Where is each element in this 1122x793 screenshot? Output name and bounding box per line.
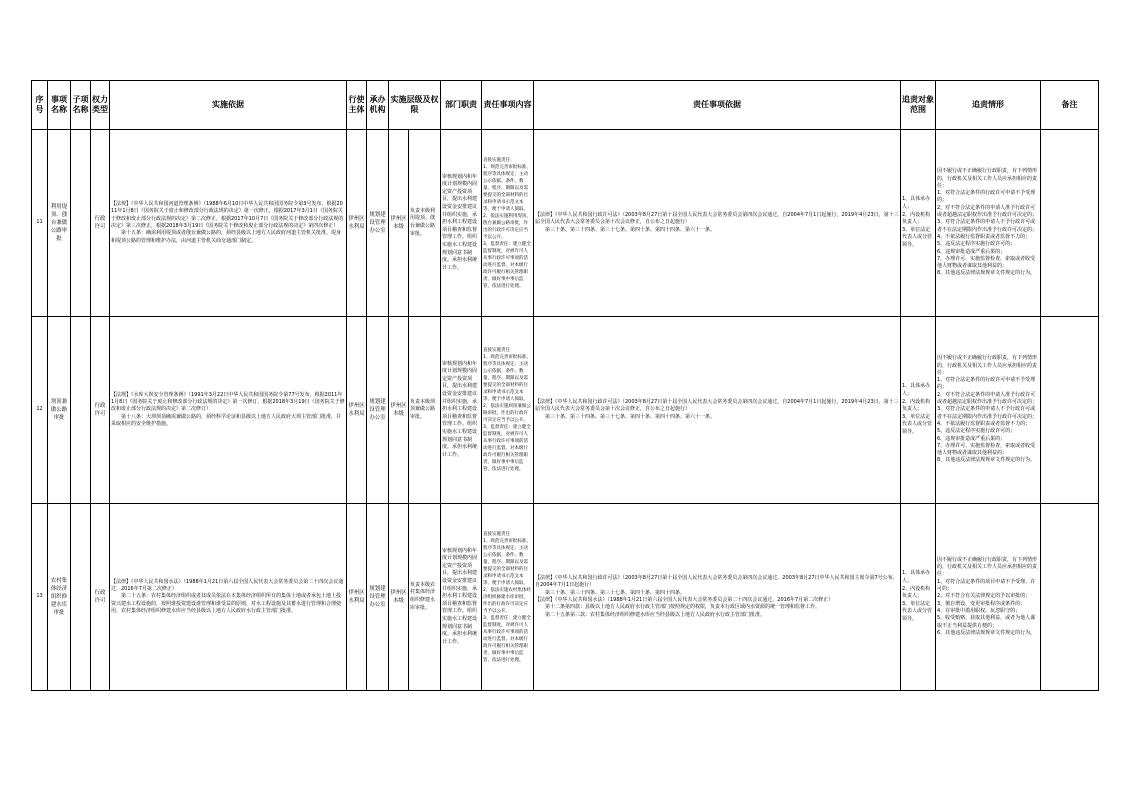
cell-name: 农村集体经济组织修建水库审批 <box>48 504 71 691</box>
cell-level-duty: 负责本级利用堤顶、戗台兼做公路审批。 <box>409 130 441 317</box>
cell-note <box>1041 130 1099 317</box>
cell-org: 规划建设管理办公室 <box>367 504 389 691</box>
header-level: 实施层级及权限 <box>389 81 441 130</box>
cell-circ: 因不履行或不正确履行行政职责，有下列情形的，行政机关及相关工作人员应承担相应的责任： 1、对符合法定条件的行政许可申请不予受理的； 2、对不符合法定条件的申请人准予行政许可或者超越法定职权作出准予行政许可决定的； 3、对符合法定条件的申请人不予行政许可或者不在法定期限内作出准予行政许可决定的； 4、不依法履行监督职责或者监督不力的； 5、违反法定程序实施行政许可的； 6、违规审批造成严重后果的； 7、办理许可、实施监督检查，索取或者收受他人财物或者谋取其他利益的； 8、其他违反法律法规规章文件规定的行为。 <box>936 317 1041 504</box>
header-resp-basis: 责任事项依据 <box>534 81 901 130</box>
cell-level-duty: 负责本级农村集体经济组织修建水库审批。 <box>409 504 441 691</box>
cell-type: 行政许可 <box>91 504 110 691</box>
cell-scope: 1、具体承办人； 2、内设机构负责人； 3、单位法定代表人或分管领导。 <box>901 317 936 504</box>
cell-resp-basis: 【法律】《中华人民共和国行政许可法》（2003年8月27日第十届全国人民代表大会常务委员会第四次会议通过，2003年8月27日中华人民共和国主席令第7号公布，自2004年7月1日起施行） 第三十条、第三十四条、第三十七条、第四十条、第四十四条。 【法律】《中华人民共和国水法》（1988年1月21日第六届全国人民代表大会常务委员会第二十四次会议通过，2016年7月第二次修正） 第十二条第四款：县级以上地方人民政府水行政主管部门按照规定的权限，负责本行政区域内水资源的统一管理和监督工作。 第二十五条第三款：农村集体经济组织修建水库应当经县级以上地方人民政府水行政主管部门批准。 <box>534 504 901 691</box>
cell-content: 直接实施责任： 1、规范完善审批标准、程序等具体规定；主动公示依据、条件、数量、程序、期限以及需要提交的全部材料的目录和申请书示范文本等，便于申请人阅取。 2、依法实施农村集体经济组织修建水库审批，作出的行政许可决定应当予以公开。 3、监督责任：建立健全监督制度，对被许可人从事行政许可事项的活动进行监督。对本级行政许可履行相关管理职责，做好事中事后监管，依法进行处理。 <box>482 504 534 691</box>
header-scope: 追责对象范围 <box>901 81 936 130</box>
cell-scope: 1、具体承办人； 2、内设机构负责人； 3、单位法定代表人或分管领导。 <box>901 504 936 691</box>
cell-basis: 【法规】《中华人民共和国河道管理条例》（1988年6月10日中华人民共和国国务院令第3号发布，根据2011年1月8日《国务院关于废止和修改部分行政法规的决定》第一次修正，根据2017年3月1日《国务院关于修改和废止部分行政法规的决定》第二次修正，根据2017年10月7日《国务院关于修改部分行政法规的决定》第三次修正，根据2018年3月19日《国务院关于修改和废止部分行政法规的决定》第四次修正） 第十五条：确需利用堤顶或者戗台兼做公路的，须经县级以上地方人民政府河道主管机关批准。堤身和堤顶公路的管理和维护办法，由河道主管机关商交通部门制定。 <box>110 130 347 317</box>
cell-name: 利用堤顶、戗台兼做公路审批 <box>48 130 71 317</box>
table-row <box>32 130 1099 317</box>
cell-content: 直接实施责任： 1、规范完善审批标准、程序等具体规定；主动公示依据、条件、数量、程序、期限以及需要提交的全部材料的目录和申请书示范文本等，便于申请人阅取。 2、依法实施利用堤顶、戗台兼做公路审批，作出的行政许可决定应当予以公开。 3、监督责任：建立健全监督制度，对被许可人从事行政许可事项的活动进行监督。对本级行政许可履行相关管理职责，做好事中事后监管，依法进行处理。 <box>482 130 534 317</box>
cell-subject: 伊州区水利局 <box>347 317 367 504</box>
cell-content: 直接实施责任： 1、规范完善审批标准、程序等具体规定；主动公示依据、条件、数量、程序、期限以及需要提交的全部材料的目录和申请书示范文本等，便于申请人阅取。 2、依法实施坝顶兼做公路审批，作出的行政许可决定应当予以公开。 3、监督责任：建立健全监督制度，对被许可人从事行政许可事项的活动进行监督。对本级行政许可履行相关管理职责，做好事中事后监管，依法进行处理。 <box>482 317 534 504</box>
header-name: 事项名称 <box>48 81 71 130</box>
table-row <box>32 504 1099 691</box>
cell-seq: 13 <box>32 504 48 691</box>
cell-seq: 11 <box>32 130 48 317</box>
cell-name: 坝顶兼做公路审批 <box>48 317 71 504</box>
header-basis: 实施依据 <box>110 81 347 130</box>
table-row <box>32 317 1099 504</box>
cell-scope: 1、具体承办人； 2、内设机构负责人； 3、单位法定代表人或分管领导。 <box>901 130 936 317</box>
cell-type: 行政许可 <box>91 317 110 504</box>
cell-subject: 伊州区水利局 <box>347 130 367 317</box>
cell-sub <box>71 130 91 317</box>
cell-type: 行政许可 <box>91 130 110 317</box>
header-duty: 部门职责 <box>441 81 482 130</box>
cell-duty: 审核规划内和年度计划规模内固定资产投资项目，提出水利建设资金安排建议并组织实施，承担水利工程建设项目稽查和监督管理工作。组织实施水工程建设规划同意书制度。承担水利统计工作。 <box>441 504 482 691</box>
header-type: 权力类型 <box>91 81 110 130</box>
header-org: 承办机构 <box>367 81 389 130</box>
cell-sub <box>71 504 91 691</box>
header-circ: 追责情形 <box>936 81 1041 130</box>
header-content: 责任事项内容 <box>482 81 534 130</box>
cell-org: 规划建设管理办公室 <box>367 317 389 504</box>
cell-circ: 因不履行或不正确履行行政职责，有下列情形的，行政机关及相关工作人员应承担相应的责任： 1、对符合法定条件的行政许可申请不予受理的； 2、对不符合法定条件的申请人准予行政许可或者超越法定职权作出准予行政许可决定的； 3、对符合法定条件的申请人不予行政许可或者不在法定期限内作出准予行政许可决定的； 4、不依法履行监督职责或者监督不力的； 5、违反法定程序实施行政许可的； 6、违规审批造成严重后果的； 7、办理许可、实施监督检查，索取或者收受他人财物或者谋取其他利益的； 8、其他违反法律法规规章文件规定的行为。 <box>936 130 1041 317</box>
cell-level: 伊州区本级 <box>389 317 409 504</box>
cell-level-duty: 负责本级坝顶兼做公路审批。 <box>409 317 441 504</box>
cell-duty: 审核规划内和年度计划规模内固定资产投资项目，提出水利建设资金安排建议并组织实施，承担水利工程建设项目稽查和监督管理工作。组织实施水工程建设规划同意书制度。承担水利统计工作。 <box>441 130 482 317</box>
cell-subject: 伊州区水利局 <box>347 504 367 691</box>
cell-org: 规划建设管理办公室 <box>367 130 389 317</box>
header-seq: 序号 <box>32 81 48 130</box>
header-note: 备注 <box>1041 81 1099 130</box>
cell-note <box>1041 504 1099 691</box>
cell-duty: 审核规划内和年度计划规模内固定资产投资项目，提出水利建设资金安排建议并组织实施，承担水利工程建设项目稽查和监督管理工作。组织实施水工程建设规划同意书制度。承担水利统计工作。 <box>441 317 482 504</box>
header-row <box>32 81 1099 130</box>
cell-note <box>1041 317 1099 504</box>
cell-circ: 因不履行或不正确履行行政职责，有下列情形的，行政机关及相关工作人员应承担相应的责任： 1、对符合法定条件的项目申请不予受理、许可的； 2、对不符合有关法律规定的予以审批的； 3、擅自增设、变更审批程序或条件的； 4、在审批中滥用职权、玩忽职守的； 5、收受贿赂、获取其他利益，或者为他人谋取不正当利益提供方便的； 6、其他违反法律法规规章文件规定的行为。 <box>936 504 1041 691</box>
header-sub: 子项名称 <box>71 81 91 130</box>
cell-basis: 【法规】《水库大坝安全管理条例》（1991年3月22日中华人民共和国国务院令第77号发布，根据2011年1月8日《国务院关于废止和修改部分行政法规的决定》第一次修订，根据2018年3月19日《国务院关于修改和废止部分行政法规的决定》第二次修订） 第十八条：大坝坝顶确需兼做公路的，须经科学论证和县级以上地方人民政府大坝主管部门批准，并采取相应的安全维护措施。 <box>110 317 347 504</box>
header-subject: 行使主体 <box>347 81 367 130</box>
cell-level: 伊州区本级 <box>389 504 409 691</box>
cell-basis: 【法律】《中华人民共和国水法》（1988年1月21日第六届全国人民代表大会常务委员会第二十四次会议通过，2016年7月第二次修正） 第二十五条：农村集体经济组织或者其成员依法在本集体经济组织所有的集体土地或者承包土地上投资兴建水工程设施的，按照谁投资建设谁管理和谁受益的原则，对水工程设施及其蓄水进行管理和合理使用。农村集体经济组织修建水库应当经县级以上地方人民政府水行政主管部门批准。 <box>110 504 347 691</box>
cell-resp-basis: 【法律】《中华人民共和国行政许可法》（2003年8月27日第十届全国人民代表大会常务委员会第四次会议通过，自2004年7月1日起施行，2019年4月23日，第十三届全国人民代表大会常务委员会第十次会议修正，自公布之日起施行） 第三十条、第三十四条、第三十七条、第四十条、第四十四条、第六十一条。 <box>534 317 901 504</box>
cell-seq: 12 <box>32 317 48 504</box>
responsibility-table <box>31 80 1099 691</box>
cell-level: 伊州区本级 <box>389 130 409 317</box>
cell-resp-basis: 【法律】《中华人民共和国行政许可法》（2003年8月27日第十届全国人民代表大会常务委员会第四次会议通过，自2004年7月1日起施行，2019年4月23日，第十三届全国人民代表大会常务委员会第十次会议修正，自公布之日起施行） 第三十条、第三十四条、第三十七条、第四十条、第四十四条、第六十一条。 <box>534 130 901 317</box>
cell-sub <box>71 317 91 504</box>
